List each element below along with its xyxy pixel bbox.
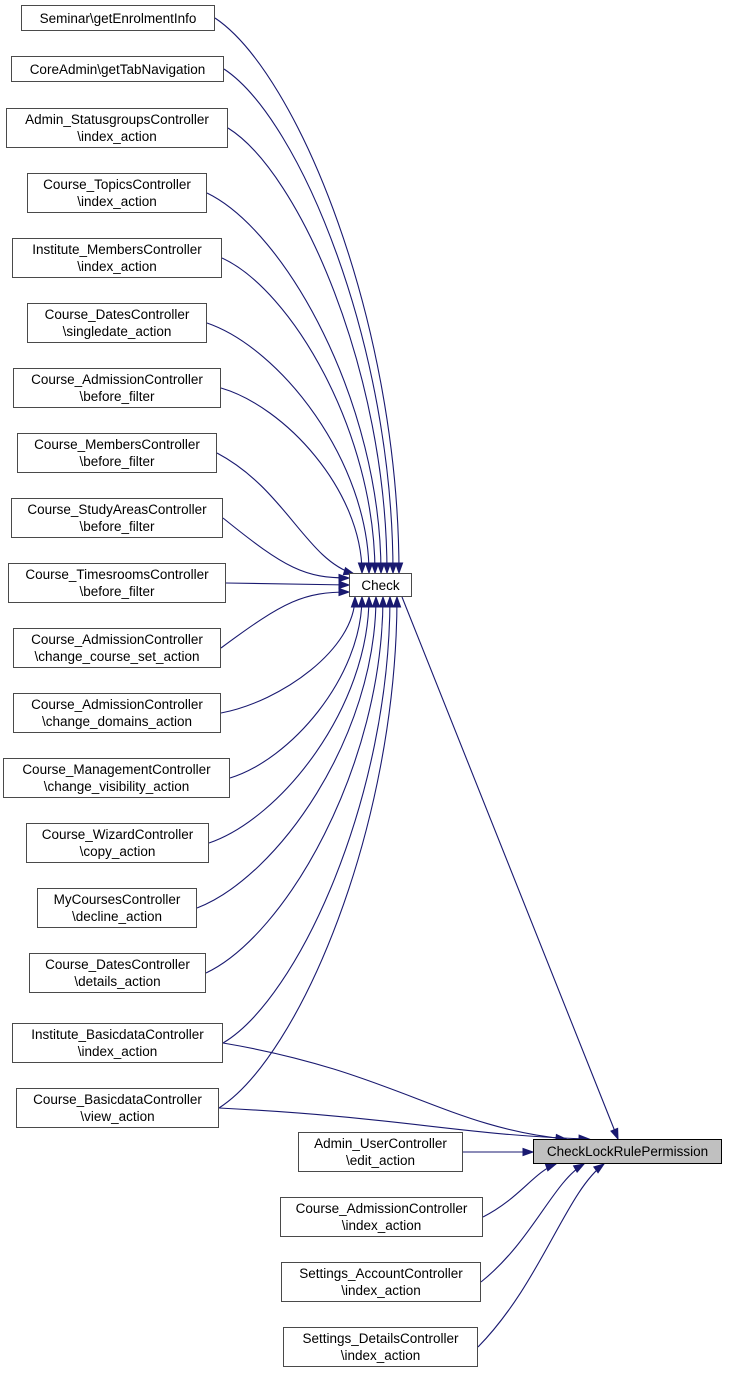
node-label: Course_AdmissionController — [295, 1201, 468, 1216]
node-course-members-before-filter[interactable] — [17, 433, 217, 473]
arrowhead — [372, 597, 379, 607]
node-label: \details_action — [74, 974, 161, 989]
node-label: \before_filter — [79, 454, 155, 469]
node-label: CheckLockRulePermission — [546, 1144, 709, 1159]
node-institute-basicdata-index[interactable] — [12, 1023, 223, 1063]
node-mycourses-decline[interactable] — [37, 888, 197, 928]
node-label: Admin_StatusgroupsController — [25, 112, 209, 127]
node-label: Course_StudyAreasController — [27, 502, 207, 517]
node-label: Course_WizardController — [41, 827, 194, 842]
node-label: Settings_AccountController — [299, 1266, 463, 1281]
node-label: Institute_MembersController — [32, 242, 202, 257]
node-label: \decline_action — [71, 909, 163, 924]
node-label: \index_action — [77, 129, 157, 144]
node-label: \before_filter — [79, 584, 155, 599]
node-course-timesrooms-before-filter[interactable] — [8, 563, 226, 603]
node-course-admission-index[interactable] — [280, 1197, 483, 1237]
node-course-admission-before-filter[interactable] — [13, 368, 221, 408]
node-coreadmin-gettabnavigation[interactable] — [11, 56, 224, 82]
edge-institute-basicdata-index-to-check — [223, 597, 390, 1043]
edge-course-topics-index-to-check — [207, 193, 381, 573]
arrowhead — [339, 581, 349, 588]
edge-course-studyareas-before-filter-to-check — [223, 518, 349, 578]
edge-admin-statusgroups-index-to-check — [228, 128, 387, 573]
edge-course-dates-details-to-check — [206, 597, 383, 973]
node-label: Course_AdmissionController — [31, 632, 203, 647]
node-label: \index_action — [340, 1348, 421, 1363]
arrowhead — [339, 574, 349, 581]
node-label: Admin_UserController — [314, 1136, 447, 1151]
node-label: \change_domains_action — [41, 714, 193, 729]
node-label: Course_DatesController — [45, 957, 190, 972]
edge-course-basicdata-view-to-check — [219, 597, 397, 1108]
node-label: Course_ManagementController — [22, 762, 211, 777]
node-admin-user-edit[interactable] — [298, 1132, 463, 1172]
node-course-dates-singledate[interactable] — [27, 303, 207, 343]
edge-course-admission-index-to-checklockrulepermission — [483, 1164, 556, 1217]
node-label: Course_AdmissionController — [31, 372, 203, 387]
arrowhead — [358, 597, 365, 607]
edge-mycourses-decline-to-check — [197, 597, 376, 908]
edge-course-admission-before-filter-to-check — [221, 388, 362, 573]
arrowhead — [523, 1148, 533, 1155]
node-course-wizard-copy[interactable] — [26, 823, 209, 863]
node-course-topics-index[interactable] — [27, 173, 207, 213]
edge-seminar-getenrolmentinfo-to-check — [215, 18, 399, 573]
edge-settings-details-index-to-checklockrulepermission — [478, 1164, 604, 1347]
node-label: \singledate_action — [62, 324, 172, 339]
node-course-management-change-visibility[interactable] — [3, 758, 230, 798]
node-label: Course_AdmissionController — [31, 697, 203, 712]
edge-institute-members-index-to-check — [222, 258, 375, 573]
node-label: MyCoursesController — [53, 892, 181, 907]
node-label: \view_action — [80, 1109, 155, 1124]
node-course-basicdata-view[interactable] — [16, 1088, 219, 1128]
node-label: Course_DatesController — [44, 307, 190, 322]
edge-course-management-change-visibility-to-check — [230, 597, 362, 778]
node-label: \change_visibility_action — [43, 779, 190, 794]
arrowhead — [545, 1164, 556, 1171]
arrowhead — [611, 1128, 618, 1139]
arrowhead — [339, 588, 349, 595]
node-settings-account-index[interactable] — [281, 1262, 481, 1302]
node-label: \before_filter — [79, 519, 155, 534]
node-institute-members-index[interactable] — [12, 238, 222, 278]
node-settings-details-index[interactable] — [283, 1327, 478, 1367]
arrowhead — [386, 597, 393, 607]
arrowhead — [365, 563, 372, 573]
node-label: Course_BasicdataController — [33, 1092, 202, 1107]
node-label: \index_action — [341, 1218, 422, 1233]
node-check[interactable] — [349, 573, 412, 597]
edge-course-admission-change-course-set-to-check — [221, 592, 349, 648]
node-label: \index_action — [341, 1283, 421, 1298]
edge-course-admission-change-domains-to-check — [221, 597, 355, 713]
edge-course-timesrooms-before-filter-to-check — [226, 583, 349, 585]
arrowhead — [393, 597, 400, 607]
node-label: Course_MembersController — [34, 437, 200, 452]
arrowhead — [365, 597, 372, 607]
node-checklockrulepermission — [533, 1139, 722, 1164]
node-course-admission-change-domains[interactable] — [13, 693, 221, 733]
edge-course-members-before-filter-to-check — [217, 453, 354, 574]
edge-check-to-checklockrulepermission — [402, 597, 618, 1139]
node-course-studyareas-before-filter[interactable] — [11, 498, 223, 538]
node-label: Institute_BasicdataController — [31, 1027, 204, 1042]
edge-course-dates-singledate-to-check — [207, 323, 369, 573]
node-label: Check — [361, 577, 400, 593]
node-label: \edit_action — [345, 1153, 416, 1168]
node-admin-statusgroups-index[interactable] — [6, 108, 228, 148]
node-label: Seminar\getEnrolmentInfo — [39, 10, 197, 26]
node-course-dates-details[interactable] — [29, 953, 206, 993]
edge-settings-account-index-to-checklockrulepermission — [481, 1164, 584, 1282]
node-label: Course_TopicsController — [43, 177, 191, 192]
arrowhead — [379, 597, 386, 607]
node-label: Settings_DetailsController — [302, 1331, 459, 1346]
edge-institute-basicdata-index-to-checklockrulepermission — [223, 1043, 566, 1139]
node-label: \before_filter — [79, 389, 155, 404]
arrowhead — [358, 563, 365, 573]
node-label: \change_course_set_action — [34, 649, 200, 664]
edge-course-wizard-copy-to-check — [209, 597, 369, 843]
node-label: \index_action — [77, 1044, 158, 1059]
node-label: Course_TimesroomsController — [25, 567, 209, 582]
node-label: CoreAdmin\getTabNavigation — [29, 61, 206, 77]
node-label: \index_action — [77, 194, 157, 209]
node-label: \copy_action — [79, 844, 156, 859]
node-seminar-getenrolmentinfo[interactable] — [21, 5, 215, 31]
node-label: \index_action — [77, 259, 157, 274]
arrowhead — [351, 597, 358, 607]
node-course-admission-change-course-set[interactable] — [13, 628, 221, 668]
